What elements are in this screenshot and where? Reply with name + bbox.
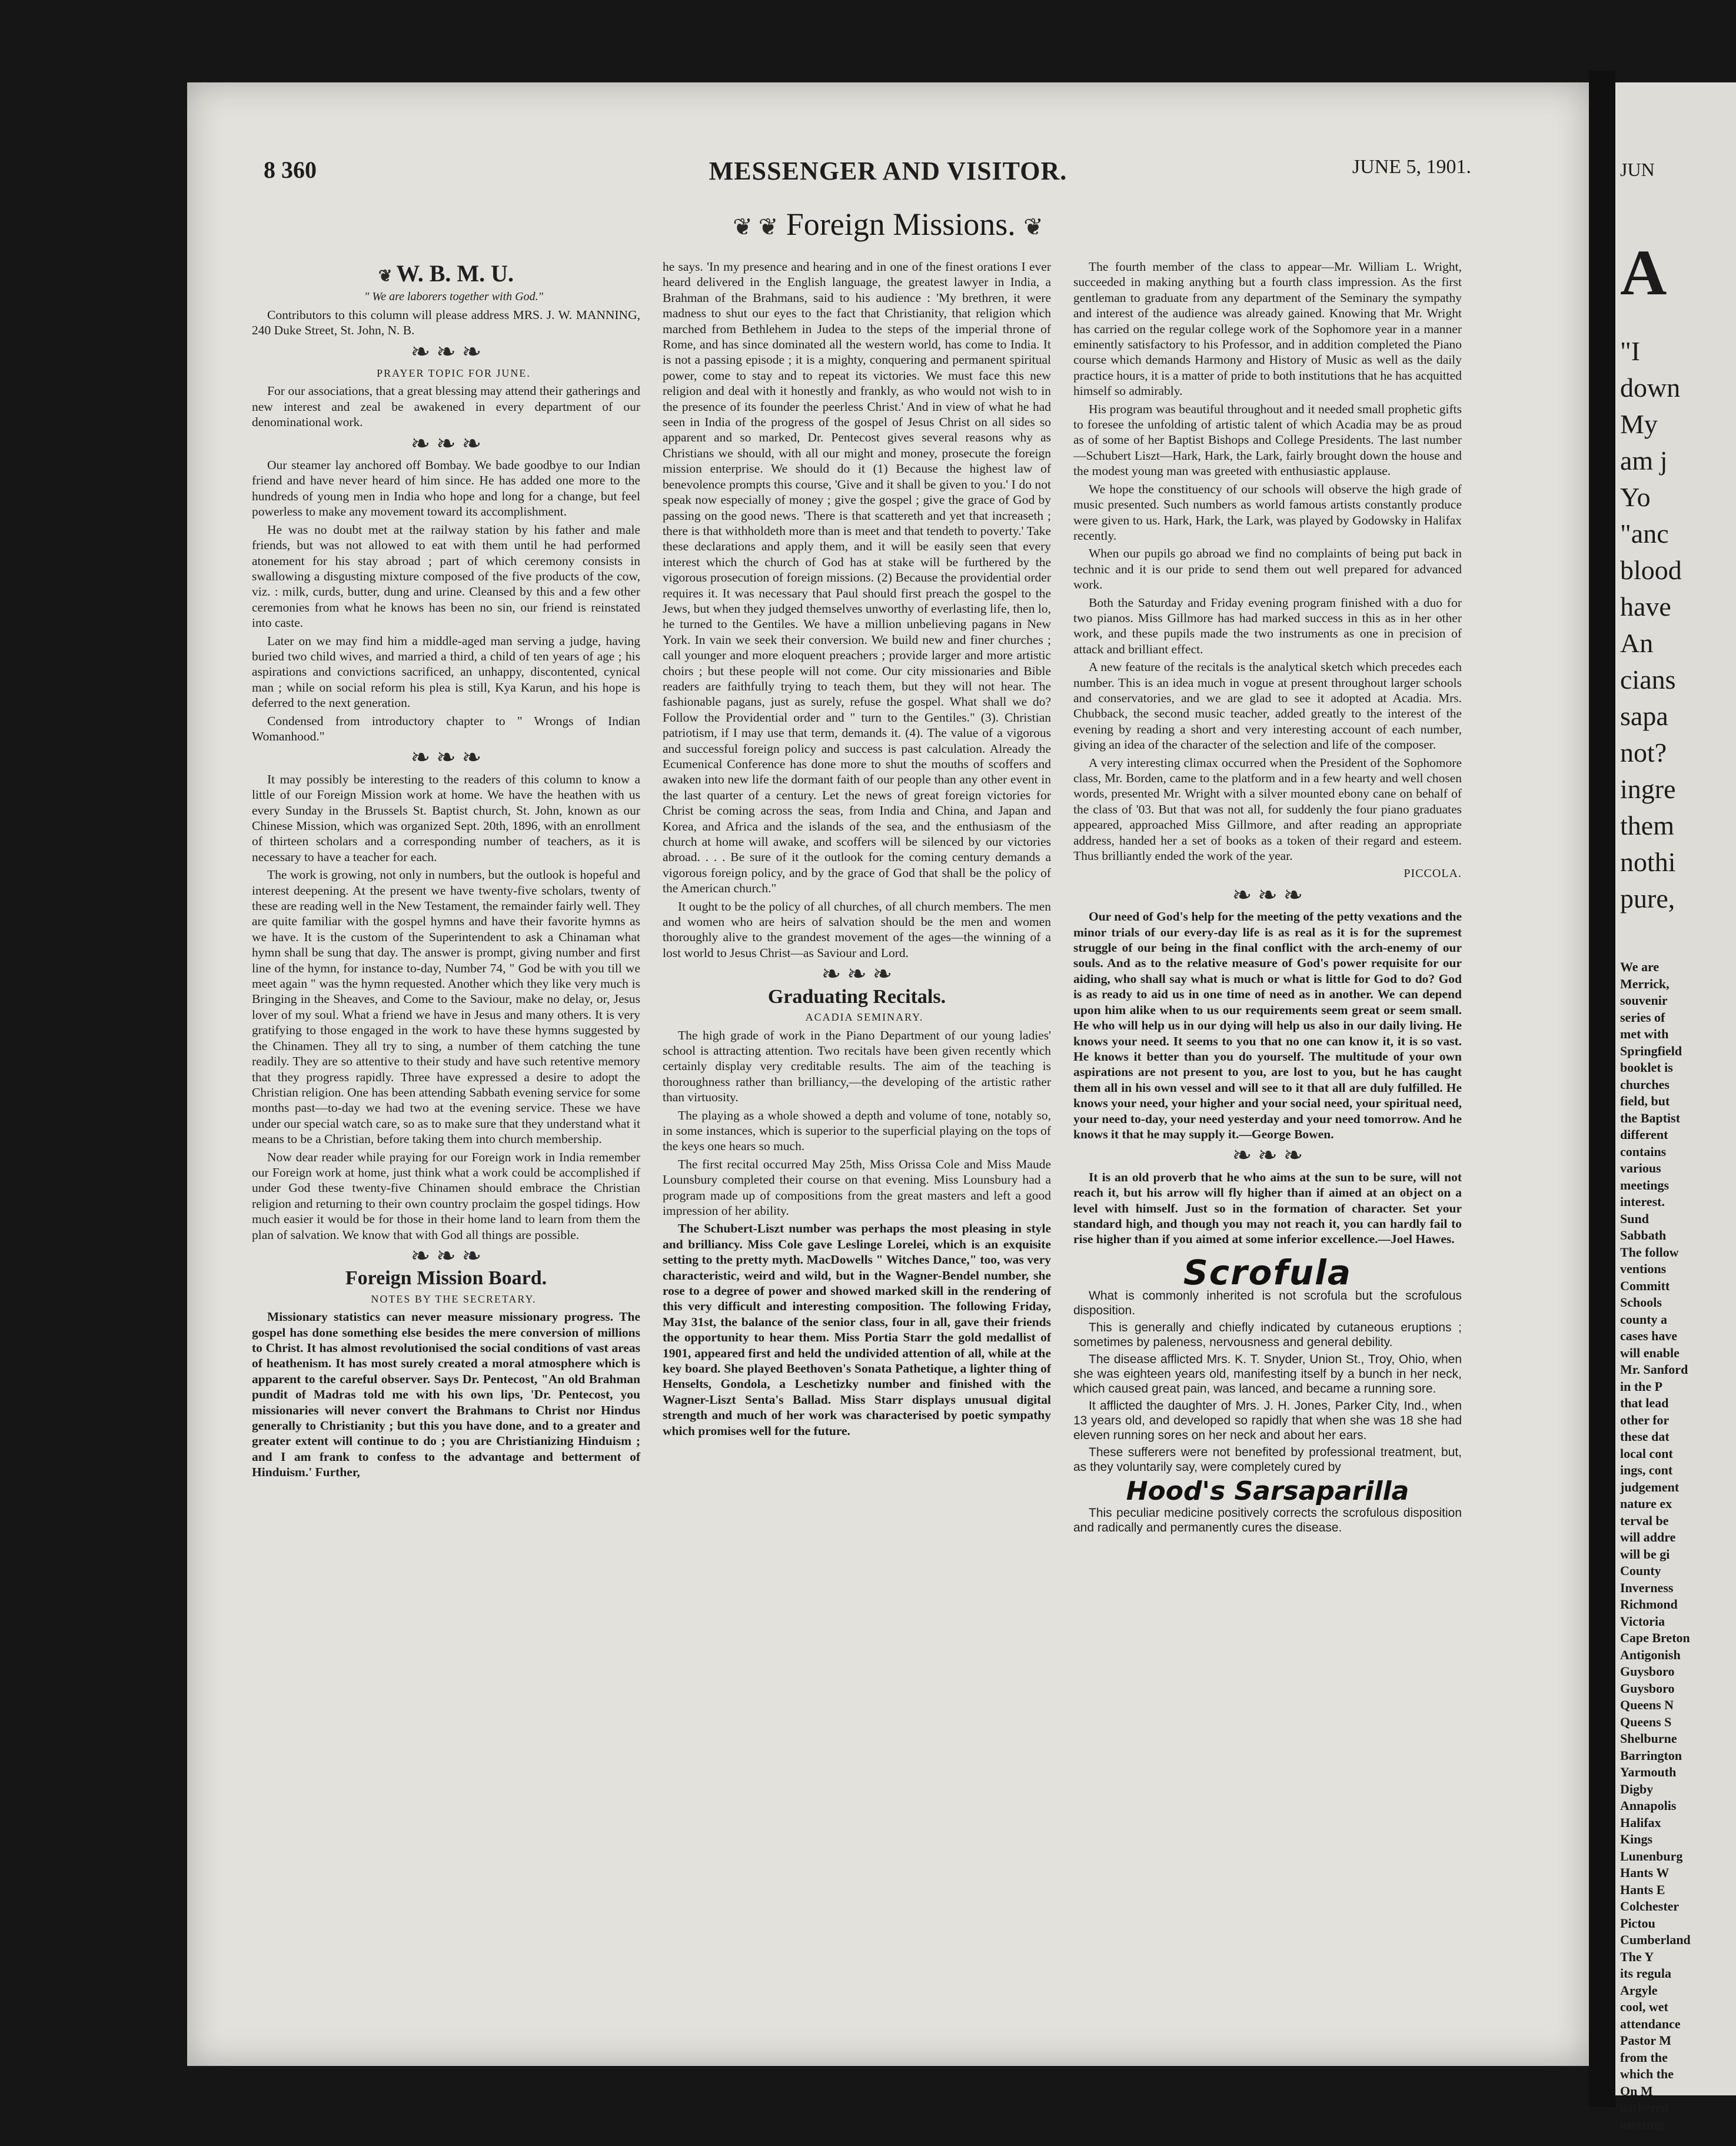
next-page-small-fragment: cases have (1620, 1328, 1678, 1343)
next-page-small-fragment: Hants E (1620, 1882, 1665, 1897)
next-page-small-fragment: Merrick, (1620, 976, 1670, 991)
next-page-small-fragment: Inverness (1620, 1580, 1674, 1595)
acadia-seminary-subheading: ACADIA SEMINARY. (805, 1011, 924, 1024)
next-page-small-fragment: Lunenburg (1620, 1848, 1683, 1863)
next-page-small-fragment: Argyle (1620, 1982, 1658, 1998)
article-paragraph: The first recital occurred May 25th, Miss Orissa Cole and Miss Maude Lounsbury completed their course on that evening. Miss Lounsbury had a program made up of compositions from the great masters and left a good impression of her ability. (663, 1157, 1051, 1218)
graduating-recitals-heading: Graduating Recitals. (767, 985, 946, 1008)
next-page-small-fragment: Cumberland (1620, 1932, 1691, 1947)
page-fold-gap (1589, 71, 1615, 2107)
next-page-small-fragment: Pastor M (1620, 2033, 1671, 2048)
next-page-small-fragment: various (1620, 1161, 1661, 1175)
next-page-small-fragment: interest. (1620, 1194, 1665, 1209)
ad-paragraph: These sufferers were not benefited by professional treatment, but, as they voluntarily say, were completely cured by (1073, 1446, 1462, 1474)
next-page-small-fragment: Sund (1620, 1211, 1649, 1226)
next-page-fragment: down (1620, 373, 1681, 403)
next-page-small-fragment: Queens N (1620, 1697, 1674, 1712)
article-paragraph: Condensed from introductory chapter to " Wrongs of Indian Womanhood." (252, 713, 640, 743)
next-page-small-fragment: nature ex (1620, 1496, 1672, 1511)
ornament-divider: ❧ ❧ ❧ (410, 430, 482, 457)
article-paragraph: Now dear reader while praying for our Foreign work in India remember our Foreign work at home, just think what a work could be accomplished if under God these twenty-five Chinamen should embrace the Christian religion and returning to their own country proclaim the gospel tidings. How much easier it would be for those in their home land to learn from them the plan of salvation. We know that with God all things are possible. (252, 1150, 640, 1242)
next-page-fragment: nothi (1620, 847, 1676, 877)
notes-by-secretary: NOTES BY THE SECRETARY. (371, 1293, 537, 1305)
next-page-small-fragment: Guysboro (1620, 1664, 1675, 1679)
article-paragraph: It is an old proverb that he who aims at the sun to be sure, will not reach it, but his arrow will fly higher than if aimed at an object on a level with himself. Just so in the formation of character. Set your standard high, and though you may not reach it, you can hardly fail to rise higher than if you aimed at some inferior excellence.—Joel Hawes. (1073, 1170, 1462, 1247)
leaf-ornament-icon: ❦ (1023, 214, 1043, 240)
next-page-small-fragment: Digby (1620, 1781, 1654, 1796)
next-page-small-fragment: Kings (1620, 1832, 1653, 1846)
page-number: 8 360 (264, 157, 317, 183)
ad-paragraph: What is commonly inherited is not scrofula but the scrofulous disposition. (1073, 1289, 1462, 1318)
section-title (187, 206, 1589, 242)
article-paragraph: he says. 'In my presence and hearing and in one of the finest orations I ever heard delivered in the English language, the greatest lawyer in India, a Brahman of the Brahmans, said to his audience : 'My brethren, it were madness to shut our eyes to the fact that Christianity, that religion which marched from Bethlehem in Judea to the steps of the imperial throne of Rome, and has since dominated all the western world, has come to India. It is not a passing episode ; it is a mighty, conquering and permanent spiritual power, come to stay and to repeat its victories. We must face this new religion and deal with it honestly and frankly, as who would not wish to in the presence of its founder the peerless Christ.' And in view of what he had seen in India of the progress of the gospel of Jesus Christ on all sides so apparent and so marked, Dr. Pentecost gives several reasons why as Christians we should, with all our might and money, prosecute the foreign mission enterprise. We should do it (1) Because the highest law of benevolence prompts this course, 'Give and it shall be given to you.' I do not speak now especially of money ; give the gospel ; give the grace of God by passing on the good news. 'There is that scattereth and yet that increaseth ; there is that withholdeth more than is meet and that tendeth to poverty.' Take these declarations and apply them, and it will be easily seen that every interest which the church of God has at stake will be furthered by the vigorous prosecution of foreign missions. (2) Because the providential order requires it. It was necessary that Paul should first preach the gospel to the Jews, but when they judged themselves unworthy of everlasting life, then lo, he turned to the Gentiles. We have a million unbelieving pagans in New York. In vain we seek their conversion. We build new and finer churches ; call younger and more eloquent preachers ; provide larger and more artistic choirs ; but these people will not come. Our city missionaries and Bible readers are faithfully trying to teach them, but they will not hear. The fashionable pagans, just as surely, refuse the gospel. What shall we do? Follow the Providential order and " turn to the Gentiles." (3). Christian patriotism, if I may use that term, demands it. (4). The value of a vigorous and successful foreign policy and success is past calculation. Already the Ecumenical Conference has done more to shut the mouths of scoffers and awaken into new life the dormant faith of our people than any other event in the last quarter of a century. Let the news of great foreign victories for Christ be coming across the seas, from India and China, and Japan and Korea, and Africa and the islands of the sea, and the enthusiasm of the church at home will awake, and scoffers will be silenced by our victories abroad. . . . Be sure of it the outlook for the coming century demands a vigorous foreign policy, and by the grace of God that shall be the policy of the American church." (663, 260, 1051, 896)
next-page-small-fragment: Pictou (1620, 1915, 1655, 1931)
article-paragraph: A very interesting climax occurred when the President of the Sophomore class, Mr. Borden, came to the platform and in a few hearty and well chosen words, presented Mr. Wright with a silver mounted ebony cane on behalf of the class of '03. But that was not all, for suddenly the four piano graduates appeared, approached Miss Gillmore, and after reading an appropriate address, handed her a set of books as a token of their regard and esteem. Thus brilliantly ended the work of the year. (1073, 755, 1462, 863)
next-page-small-fragment: meeting (1620, 2117, 1664, 2132)
next-page-small-fragment: gathered (1620, 2100, 1669, 2115)
next-page-fragment: them (1620, 810, 1674, 841)
next-page-fragment: sapa (1620, 701, 1668, 731)
next-page-small-fragment: Springfield (1620, 1043, 1682, 1058)
next-page-small-fragment: Schools (1620, 1295, 1662, 1310)
article-paragraph: The playing as a whole showed a depth and volume of tone, notably so, in some instances, which is superior to the superficial playing on the tops of the keys one hears so much. (663, 1108, 1051, 1154)
ornament-divider: ❧ ❧ ❧ (410, 1242, 482, 1269)
next-page-header: JUN (1620, 159, 1655, 180)
author-signature: PICCOLA. (1404, 867, 1462, 881)
next-page-small-fragment: Colchester (1620, 1899, 1680, 1914)
next-page-small-fragment: Richmond (1620, 1597, 1678, 1612)
next-page-small-fragment: different (1620, 1127, 1668, 1142)
next-page-small-fragment: Victoria (1620, 1613, 1665, 1629)
prayer-topic-heading: PRAYER TOPIC FOR JUNE. (377, 367, 531, 380)
next-page-small-fragment: Committ (1620, 1278, 1670, 1293)
leaf-ornament-icon: ❦ (378, 267, 397, 285)
next-page-fragment: Yo (1620, 482, 1651, 512)
ad-paragraph: The disease afflicted Mrs. K. T. Snyder, Union St., Troy, Ohio, when she was eighteen years old, manifesting itself by a bunch in her neck, which caused great pain, was lanced, and became a running sore. (1073, 1353, 1462, 1396)
column-2 (663, 259, 1051, 1441)
next-page-small-fragment: its regula (1620, 1966, 1671, 1981)
column-3 (1073, 259, 1462, 1537)
next-page-small-fragment: contains (1620, 1144, 1667, 1159)
foreign-mission-board-heading: Foreign Mission Board. (345, 1267, 547, 1290)
next-page-small-fragment: met with (1620, 1027, 1669, 1041)
next-page-small-fragment: churches (1620, 1077, 1670, 1092)
ornament-divider: ❧ ❧ ❧ (1232, 881, 1303, 908)
article-paragraph: When our pupils go abroad we find no complaints of being put back in technic and it is our pride to send them out well prepared for advanced work. (1073, 546, 1462, 592)
next-page-fragment: not? (1620, 738, 1667, 768)
ornament-divider: ❧ ❧ ❧ (821, 961, 893, 988)
ornament-divider: ❧ ❧ ❧ (410, 744, 482, 771)
next-page-small-fragment: county a (1620, 1311, 1668, 1327)
next-page-small-fragment: Yarmouth (1620, 1765, 1677, 1779)
next-page-small-fragment: field, but (1620, 1094, 1670, 1108)
article-paragraph: It may possibly be interesting to the readers of this column to know a little of our Foreign Mission work at home. We have the heathen with us every Sunday in the Brussels St. Baptist church, St. John, known as our Chinese Mission, which was organized Sept. 20th, 1896, with an enrollment of thirteen scholars and a corresponding number of teachers, as it is necessary to have a teacher for each. (252, 772, 640, 864)
next-page-small-fragment: Halifax (1620, 1815, 1661, 1830)
newspaper-page (187, 82, 1589, 2066)
next-page-small-fragment: cool, wet (1620, 1999, 1668, 2014)
next-page-small-fragment: will addre (1620, 1530, 1676, 1544)
next-page-fragment: "I (1620, 336, 1641, 366)
next-page-small-fragment: that lead (1620, 1396, 1669, 1410)
next-page-small-fragment: terval be (1620, 1513, 1669, 1528)
article-paragraph: The fourth member of the class to appear—Mr. William L. Wright, succeeded in making anything but a fourth class impression. As the first gentleman to graduate from any department of the Seminary the sympathy and interest of the audience was already gained. Knowing that Mr. Wright has carried on the regular college work of the Sophomore year in a manner eminently satisfactory to his Professor, and in addition completed the Piano course which demands Harmony and History of Music as well as the daily practice hours, it is a matter of pride to both institutions that he has acquitted himself so admirably. (1073, 260, 1462, 398)
article-paragraph: His program was beautiful throughout and it needed small prophetic gifts to foresee the unfolding of artistic talent of which Acadia may be as proud as of some of her Baptist Bishops and College Presidents. The last number—Schubert Liszt—Hark, Hark, the Lark, fairly brought down the house and the modest young man was greeted with enthusiastic applause. (1073, 401, 1462, 479)
next-page-small-fragment: meetings (1620, 1177, 1670, 1192)
next-page-big-letter: A (1620, 237, 1667, 308)
section-title-text: Foreign Missions. (786, 207, 1016, 242)
next-page-small-fragment: Queens S (1620, 1714, 1672, 1729)
next-page-small-fragment: from the (1620, 2049, 1668, 2065)
article-paragraph: Both the Saturday and Friday evening program finished with a duo for two pianos. Miss Gillmore has had marked success in this as in her other work, and these pupils made the two instruments as one in precision of attack and brilliant effect. (1073, 595, 1462, 656)
next-page-small-fragment: souvenir (1620, 993, 1668, 1008)
next-page-fragment: have (1620, 592, 1671, 622)
next-page-small-fragment: Antigonish (1620, 1647, 1681, 1662)
next-page-small-fragment: Cape Breton (1620, 1630, 1690, 1645)
next-page-fragment: "anc (1620, 519, 1669, 549)
next-page-small-fragment: Barrington (1620, 1748, 1682, 1763)
next-page-small-fragment: Sabbath (1620, 1228, 1667, 1243)
next-page-small-fragment: ings, cont (1620, 1463, 1673, 1477)
next-page-fragment: am j (1620, 446, 1668, 476)
next-page-small-fragment: the Baptist (1620, 1110, 1681, 1125)
article-paragraph: A new feature of the recitals is the analytical sketch which precedes each number. This is an idea much in vogue at present throughout larger schools and conservatories, and we are glad to see it adopted at Acadia. Mrs. Chubback, the second music teacher, added greatly to the interest of the evening by reading a short and very interesting account of each number, giving an idea of the character of the selection and life of the composer. (1073, 660, 1462, 752)
next-page-small-fragment: judgement (1620, 1479, 1680, 1494)
ad-brand: Hood's Sarsaparilla (1126, 1476, 1409, 1507)
next-page-small-fragment: We are (1620, 959, 1659, 974)
ad-paragraph: This peculiar medicine positively corrects the scrofulous disposition and radically and permanently cures the disease. (1073, 1506, 1462, 1534)
next-page-fragment: blood (1620, 555, 1682, 585)
next-page-small-fragment: On M (1620, 2083, 1653, 2098)
next-page-small-fragment: series of (1620, 1009, 1665, 1025)
next-page-small-fragment: attendance (1620, 2016, 1681, 2031)
next-page-small-fragment: in the P (1620, 1378, 1663, 1394)
next-page-small-fragment: The follow (1620, 1244, 1679, 1260)
next-page-small-fragment: The Y (1620, 1949, 1654, 1964)
ornament-divider: ❧ ❧ ❧ (410, 338, 482, 365)
next-page-small-fragment: Guysboro (1620, 1680, 1675, 1696)
scrofula-advertisement (1073, 1252, 1462, 1535)
next-page-small-fragment: which the (1620, 2067, 1674, 2081)
leaf-ornament-icon: ❦ ❦ (733, 214, 779, 240)
next-page-small-fragment: Hants W (1620, 1865, 1670, 1880)
ad-title: Scrofula (1183, 1252, 1352, 1293)
next-page-small-fragment: other for (1620, 1412, 1670, 1427)
wbmu-motto: " We are laborers together with God." (364, 290, 543, 304)
next-page-small-fragment: these dat (1620, 1429, 1670, 1444)
article-paragraph: The work is growing, not only in numbers, but the outlook is hopeful and interest deepening. At the present we have twenty-five scholars, twenty of these are reading well in the New Testament, the remainder fairly well. They are quite familiar with the gospel hymns and have their favorite hymns as we have. It is the custom of the Superintendent to ask a Chinaman what hymn shall be sung that day. The answer is prompt, giving number and first line of the hymn, for instance to-day, Number 74, " God be with you till we meet again " was the hymn requested. Another which they like very much is Bringing in the Sheaves, and Come to the Saviour, make no delay, or, Jesus lover of my soul. What a friend we have in Jesus and many others. It is very gratifying to those engaged in the work to have these hymns suggested by the Chinamen. They all try to sing, a number of them catching the tune readily. They are so attentive to their study and have such retentive memory that they progress rapidly. Three have expressed a desire to adopt the Christian religion. One has been attending Sabbath evening service for some months past—to-day we had two at the evening service. These we have under our special watch care, so as to make sure that they understand what it means to be a Christian, before taking them into church membership. (252, 868, 640, 1147)
article-paragraph: Our need of God's help for the meeting of the petty vexations and the minor trials of our every-day life is as real as it is for the supremest struggle of our being in the final conflict with the arch-enemy of our souls. And as to the relative measure of God's power requisite for our aiding, who shall say what is much or what is little for God to do? God is as ready to aid us in one time of need as in another. We can depend upon him alike when to us our requirements seem great or seem small. He who will help us in our dying will help us also in our daily living. He knows your need. It seems to you that no one can know it, it is so vast. He knows it better than you do yourself. The multitude of your own aspirations are not present to you, are lost to you, but he has caught them all in his own vessel and will see to it that all are duly fulfilled. He knows your need, your higher and your social need, your spiritual need, your need to-day, your need yesterday and your need tomorrow. And he knows it that he may supply it.—George Bowen. (1073, 909, 1462, 1141)
article-paragraph: Our steamer lay anchored off Bombay. We bade goodbye to our Indian friend and have never heard of him since. He has added one more to the hundreds of young men in India who hope and long for a change, but feel powerless to make any movement toward its accomplishment. (252, 458, 640, 519)
masthead: MESSENGER AND VISITOR. (709, 157, 1067, 185)
article-paragraph: The Schubert-Liszt number was perhaps the most pleasing in style and brilliancy. Miss Cole gave Leslinge Lorelei, which is an exquisite setting to the pretty myth. MacDowells " Witches Dance," too, was very characteristic, weird and wild, but in the Wagner-Bendel number, she rose to a degree of power and showed marked skill in the rendering of this very difficult and interesting composition. The following Friday, May 31st, the balance of the senior class, four in all, gave their friends the opportunity to hear them. Miss Portia Starr the gold medallist of 1901, appeared first and held the undivided attention of all, while at the key board. She played Beethoven's Sonata Pathetique, a lighter thing of Henselts, Gondola, a Leschetizky number and finished with the Wagner-Liszt Senta's Ballad. Miss Starr displays unusual digital strength and much of her work was characterised by poetic sympathy which promises well for the future. (663, 1221, 1051, 1438)
article-paragraph: Later on we may find him a middle-aged man serving a judge, having buried two child wives, and married a third, a child of ten years of age ; his aspirations and convictions sacrificed, an unhappy, discontented, cynical man ; while on social reform his plea is still, Kya Karun, and his hope is deferred to the next generation. (252, 633, 640, 710)
next-page-small-fragment: will enable (1620, 1345, 1680, 1360)
next-page-small-fragment: will be gi (1620, 1546, 1670, 1562)
next-page-small-fragment: Shelburne (1620, 1731, 1677, 1746)
next-page-fragment: cians (1620, 665, 1676, 695)
next-page-small-fragment: Annapolis (1620, 1798, 1677, 1813)
contributors-note: Contributors to this column will please address MRS. J. W. MANNING, 240 Duke Street, St. John, N. B. (252, 307, 640, 338)
prayer-topic-text: For our associations, that a great blessing may attend their gatherings and new interest and zeal be awakened in every department of our denominational work. (252, 384, 640, 430)
next-page-fragment: An (1620, 628, 1654, 658)
next-page-small-fragment: County (1620, 1563, 1661, 1578)
next-page-fragment: My (1620, 409, 1658, 439)
article-paragraph: He was no doubt met at the railway station by his father and male friends, but was not allowed to eat with them until he had performed atonement for his stay abroad ; part of which ceremony consists in swallowing a disgusting mixture composed of the five products of the cow, viz. : milk, curds, butter, dung and urine. Cleansed by this and a few other ceremonies from what he knows has been no sin, our friend is reinstated into caste. (252, 522, 640, 630)
column-1 (252, 259, 640, 1483)
article-paragraph: Missionary statistics can never measure missionary progress. The gospel has done something else besides the mere conversion of millions to Christ. It has almost revolutionised the social conditions of vast areas of heathenism. It has most surely created a moral atmosphere which is apparent to the careful observer. Says Dr. Pentecost, "An old Brahman pundit of Madras told me with his own lips, 'Dr. Pentecost, you missionaries will never convert the Brahmans to Christ nor Hindus generally to Christianity ; but this you have done, and to a greater and greater extent will continue to do ; you are Christianizing Hinduism ; and I am frank to confess to the advantage and betterment of Hinduism.' Further, (252, 1310, 640, 1480)
adjacent-page-edge (1615, 82, 1736, 2132)
wbmu-heading: ❦ W. B. M. U. (378, 260, 514, 287)
next-page-small-fragment: Mr. Sanford (1620, 1362, 1688, 1377)
article-paragraph: The high grade of work in the Piano Department of our young ladies' school is attracting attention. Two recitals have been given recently which certainly display very creditable results. The aim of the teaching is thoroughness rather than brilliancy,—the developing of the artistic rather than virtuosity. (663, 1028, 1051, 1105)
next-page-small-fragment: local cont (1620, 1446, 1673, 1461)
article-paragraph: It ought to be the policy of all churches, of all church members. The men and women who are heirs of salvation should be the men and women thoroughly alive to the grandest movement of the ages—the winning of a lost world to Jesus Christ—as Saviour and Lord. (663, 899, 1051, 960)
article-paragraph: We hope the constituency of our schools will observe the high grade of music presented. Such numbers as world famous artists constantly produce were given to us. Hark, Hark, the Lark, was played by Godowsky in Halifax recently. (1073, 481, 1462, 543)
next-page-fragment: ingre (1620, 774, 1676, 804)
issue-date: JUNE 5, 1901. (1352, 156, 1471, 178)
next-page-small-fragment: booklet is (1620, 1060, 1673, 1075)
next-page-small-fragment: ventions (1620, 1261, 1667, 1276)
ad-paragraph: It afflicted the daughter of Mrs. J. H. Jones, Parker City, Ind., when 13 years old, and developed so rapidly that when she was 18 she had eleven running sores on her neck and about her ears. (1073, 1399, 1462, 1443)
ad-paragraph: This is generally and chiefly indicated by cutaneous eruptions ; sometimes by paleness, nervousness and general debility. (1073, 1321, 1462, 1350)
next-page-fragment: pure, (1620, 883, 1675, 913)
ornament-divider: ❧ ❧ ❧ (1232, 1142, 1303, 1169)
